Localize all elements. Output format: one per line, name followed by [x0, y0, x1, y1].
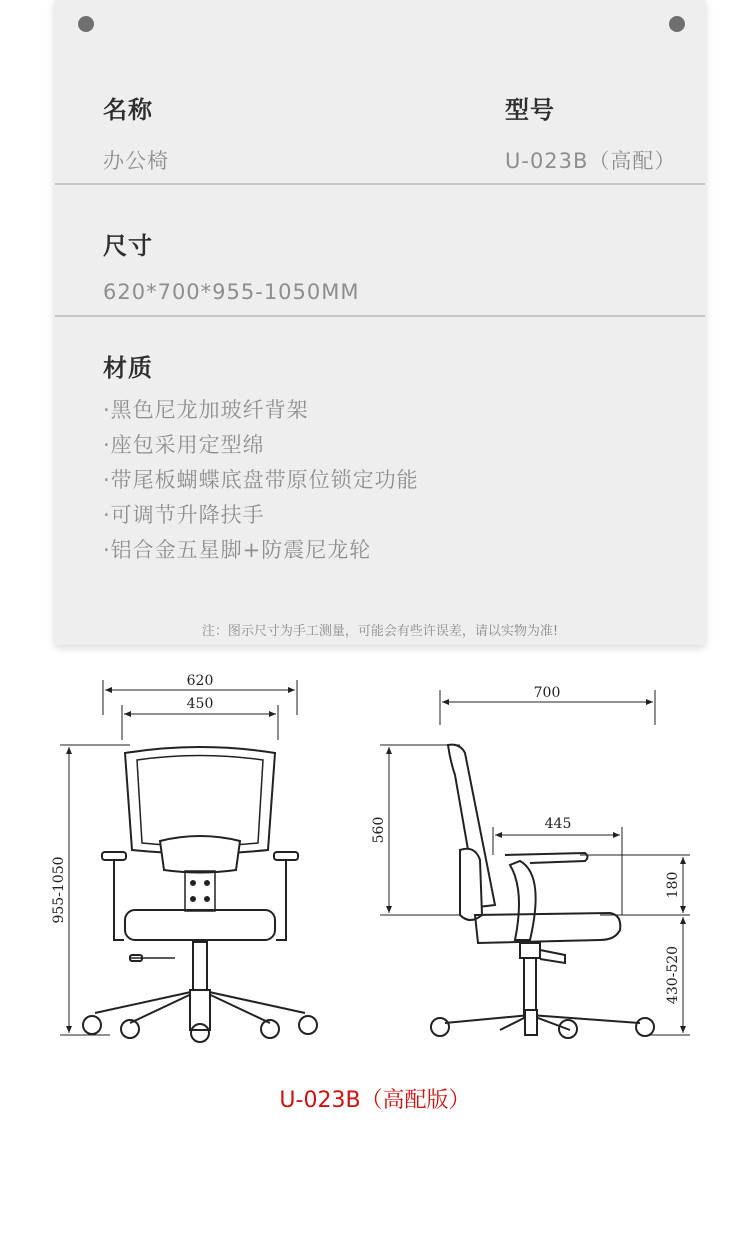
model-label: 型号 [505, 96, 555, 124]
chair-side-view [431, 745, 654, 1038]
dim-width-total: 620 [186, 673, 214, 689]
pin-dot-right [669, 16, 685, 32]
chair-dimension-drawing [0, 645, 750, 1075]
divider [55, 183, 705, 185]
dim-arm-depth: 445 [544, 816, 572, 832]
spec-card [55, 0, 705, 645]
name-label: 名称 [103, 96, 153, 124]
size-value: 620*700*955-1050MM [103, 280, 360, 304]
material-item: ·黑色尼龙加玻纤背架 [103, 398, 309, 422]
material-label: 材质 [103, 354, 153, 382]
size-label: 尺寸 [103, 232, 153, 260]
material-item: ·带尾板蝴蝶底盘带原位锁定功能 [103, 468, 419, 492]
pin-dot-left [78, 16, 94, 32]
material-item: ·可调节升降扶手 [103, 503, 265, 527]
material-item: ·铝合金五星脚+防震尼龙轮 [103, 538, 372, 562]
divider [55, 315, 705, 317]
model-value: U-023B（高配） [505, 149, 677, 173]
model-caption: U-023B（高配版） [279, 1088, 471, 1113]
dim-height-total: 955-1050 [51, 856, 67, 924]
dim-seat-height: 430-520 [665, 945, 681, 1005]
measurement-note: 注：图示尺寸为手工测量，可能会有些许误差，请以实物为准! [201, 624, 559, 639]
chair-front-view [83, 747, 317, 1042]
dim-arm-height: 180 [665, 871, 681, 899]
dim-width-inner: 450 [186, 696, 214, 712]
material-item: ·座包采用定型绵 [103, 433, 265, 457]
dim-depth: 700 [533, 685, 561, 701]
name-value: 办公椅 [103, 149, 169, 173]
dim-back-height: 560 [371, 816, 387, 844]
